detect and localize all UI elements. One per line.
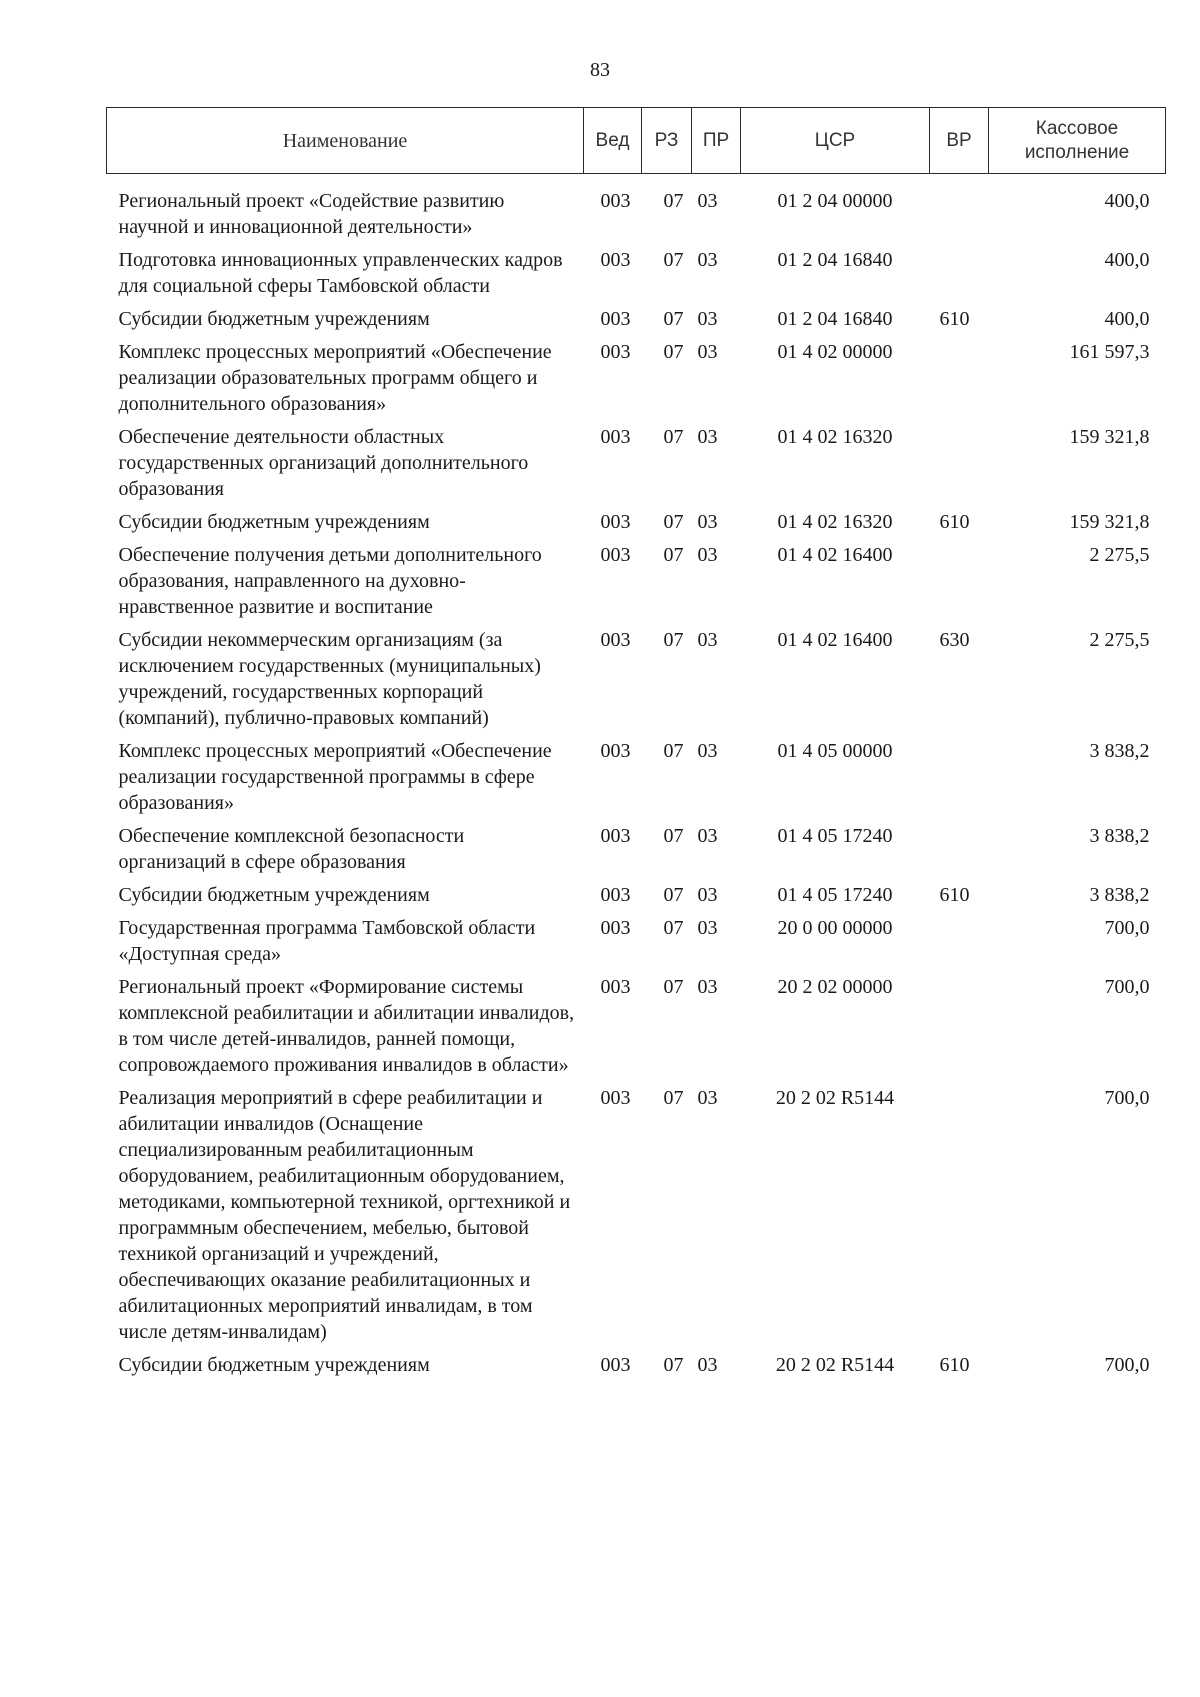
table-row [107,1085,1166,1352]
cell-ved: 003 [600,1087,631,1109]
cell-name: Субсидии бюджетным учреждениям [118,1354,430,1376]
table-row [107,974,1166,1085]
cell-vr: 610 [939,308,970,330]
table-row [107,174,1166,248]
cell-pr: 03 [697,190,718,212]
cell-sum: 159 321,8 [1069,426,1150,448]
cell-pr: 03 [697,976,718,998]
cell-csr: 01 4 02 16320 [777,426,893,448]
cell-rz: 07 [663,426,684,448]
cell-name: Комплекс процессных мероприятий «Обеспечение реализации образовательных программ общего и дополнительного образования» [118,341,552,415]
cell-ved: 003 [600,825,631,847]
cell-vr: 610 [939,511,970,533]
cell-rz: 07 [663,629,684,651]
cell-pr: 03 [697,544,718,566]
cell-vr: 630 [939,629,970,651]
cell-csr: 01 4 05 17240 [777,825,893,847]
cell-ved: 003 [600,544,631,566]
cell-vr [930,1085,989,1352]
cell-sum: 400,0 [1104,308,1150,330]
cell-pr: 03 [697,740,718,762]
budget-execution-table [106,107,1166,1385]
cell-sum: 700,0 [1104,1087,1150,1109]
cell-name: Субсидии бюджетным учреждениям [118,511,430,533]
cell-rz: 07 [663,1354,684,1376]
cell-rz: 07 [663,190,684,212]
header-rz: РЗ [642,108,692,174]
table-row [107,915,1166,974]
cell-ved: 003 [600,976,631,998]
cell-ved: 003 [600,426,631,448]
cell-sum: 2 275,5 [1089,544,1150,566]
cell-rz: 07 [663,341,684,363]
table-row [107,247,1166,306]
cell-csr: 01 2 04 16840 [777,249,893,271]
cell-vr [930,738,989,823]
cell-name: Подготовка инновационных управленческих кадров для социальной сферы Тамбовской области [118,249,563,297]
cell-sum: 700,0 [1104,1354,1150,1376]
cell-csr: 01 2 04 00000 [777,190,893,212]
cell-pr: 03 [697,511,718,533]
cell-sum: 3 838,2 [1089,740,1150,762]
cell-sum: 3 838,2 [1089,884,1150,906]
cell-rz: 07 [663,308,684,330]
cell-vr [930,339,989,424]
cell-vr [930,915,989,974]
cell-csr: 20 2 02 00000 [777,976,893,998]
cell-name: Региональный проект «Формирование системы комплексной реабилитации и абилитации инвалидов, в том числе детей-инвалидов, ранней помощи, сопровождаемого проживания инвалидов в области» [118,976,575,1076]
table-row [107,823,1166,882]
cell-csr: 20 2 02 R5144 [775,1087,895,1109]
cell-sum: 400,0 [1104,190,1150,212]
cell-rz: 07 [663,249,684,271]
cell-pr: 03 [697,1354,718,1376]
cell-rz: 07 [663,884,684,906]
cell-rz: 07 [663,1087,684,1109]
cell-name: Обеспечение комплексной безопасности организаций в сфере образования [118,825,465,873]
cell-ved: 003 [600,917,631,939]
table-row [107,627,1166,738]
table-row [107,424,1166,509]
cell-ved: 003 [600,341,631,363]
table-row [107,306,1166,339]
cell-csr: 01 4 05 00000 [777,740,893,762]
cell-ved: 003 [600,190,631,212]
cell-vr [930,247,989,306]
cell-sum: 3 838,2 [1089,825,1150,847]
header-vr: ВР [930,108,989,174]
cell-pr: 03 [697,917,718,939]
cell-pr: 03 [697,308,718,330]
cell-rz: 07 [663,976,684,998]
cell-vr [930,424,989,509]
cell-rz: 07 [663,917,684,939]
cell-vr: 610 [939,884,970,906]
cell-vr [930,542,989,627]
cell-csr: 01 4 02 16400 [777,544,893,566]
header-pr: ПР [692,108,741,174]
table-row [107,509,1166,542]
cell-sum: 159 321,8 [1069,511,1150,533]
cell-rz: 07 [663,544,684,566]
cell-pr: 03 [697,341,718,363]
cell-ved: 003 [600,249,631,271]
cell-pr: 03 [697,629,718,651]
table-row [107,882,1166,915]
cell-rz: 07 [663,511,684,533]
cell-ved: 003 [600,629,631,651]
cell-ved: 003 [600,511,631,533]
cell-sum: 400,0 [1104,249,1150,271]
cell-ved: 003 [600,308,631,330]
cell-sum: 2 275,5 [1089,629,1150,651]
cell-sum: 700,0 [1104,917,1150,939]
header-name: Наименование [107,108,584,174]
table-row [107,542,1166,627]
table-row [107,339,1166,424]
cell-name: Обеспечение получения детьми дополнительного образования, направленного на духовно-нравственное развитие и воспитание [118,544,542,618]
cell-csr: 01 2 04 16840 [777,308,893,330]
page-number: 83 [590,59,610,81]
cell-vr [930,823,989,882]
cell-csr: 20 2 02 R5144 [775,1354,895,1376]
cell-sum: 700,0 [1104,976,1150,998]
cell-pr: 03 [697,884,718,906]
cell-rz: 07 [663,825,684,847]
cell-csr: 01 4 05 17240 [777,884,893,906]
cell-name: Комплекс процессных мероприятий «Обеспечение реализации государственной программы в сфере образования» [118,740,552,814]
header-sum: Кассовое исполнение [989,108,1166,174]
table-header-row [107,108,1166,174]
cell-pr: 03 [697,249,718,271]
cell-name: Обеспечение деятельности областных государственных организаций дополнительного образования [118,426,529,500]
cell-rz: 07 [663,740,684,762]
cell-name: Региональный проект «Содействие развитию научной и инновационной деятельности» [118,190,505,238]
cell-pr: 03 [697,426,718,448]
cell-ved: 003 [600,1354,631,1376]
cell-vr [930,974,989,1085]
cell-csr: 01 4 02 16320 [777,511,893,533]
cell-name: Субсидии бюджетным учреждениям [118,308,430,330]
cell-name: Государственная программа Тамбовской области «Доступная среда» [118,917,536,965]
cell-sum: 161 597,3 [1069,341,1150,363]
cell-name: Субсидии бюджетным учреждениям [118,884,430,906]
cell-pr: 03 [697,1087,718,1109]
cell-vr: 610 [939,1354,970,1376]
table-row [107,1352,1166,1385]
cell-csr: 01 4 02 16400 [777,629,893,651]
cell-vr [930,174,989,248]
header-csr: ЦСР [741,108,930,174]
cell-ved: 003 [600,884,631,906]
cell-name: Субсидии некоммерческим организациям (за исключением государственных (муниципальных) учреждений, государственных корпораций (компаний), публично-правовых компаний) [118,629,541,729]
table-body [107,174,1166,1386]
cell-name: Реализация мероприятий в сфере реабилитации и абилитации инвалидов (Оснащение специализированным реабилитационным оборудованием, реабилитационным оборудованием, методиками, компьютерной техникой, оргтехникой и программным обеспечением, мебелью, бытовой техникой организаций и учреждений, обеспечивающих оказание реабилитационных и абилитационных мероприятий инвалидам, в том числе детям-инвалидам) [118,1087,571,1343]
cell-csr: 20 0 00 00000 [777,917,893,939]
table-row [107,738,1166,823]
cell-csr: 01 4 02 00000 [777,341,893,363]
cell-pr: 03 [697,825,718,847]
cell-ved: 003 [600,740,631,762]
header-ved: Вед [584,108,642,174]
